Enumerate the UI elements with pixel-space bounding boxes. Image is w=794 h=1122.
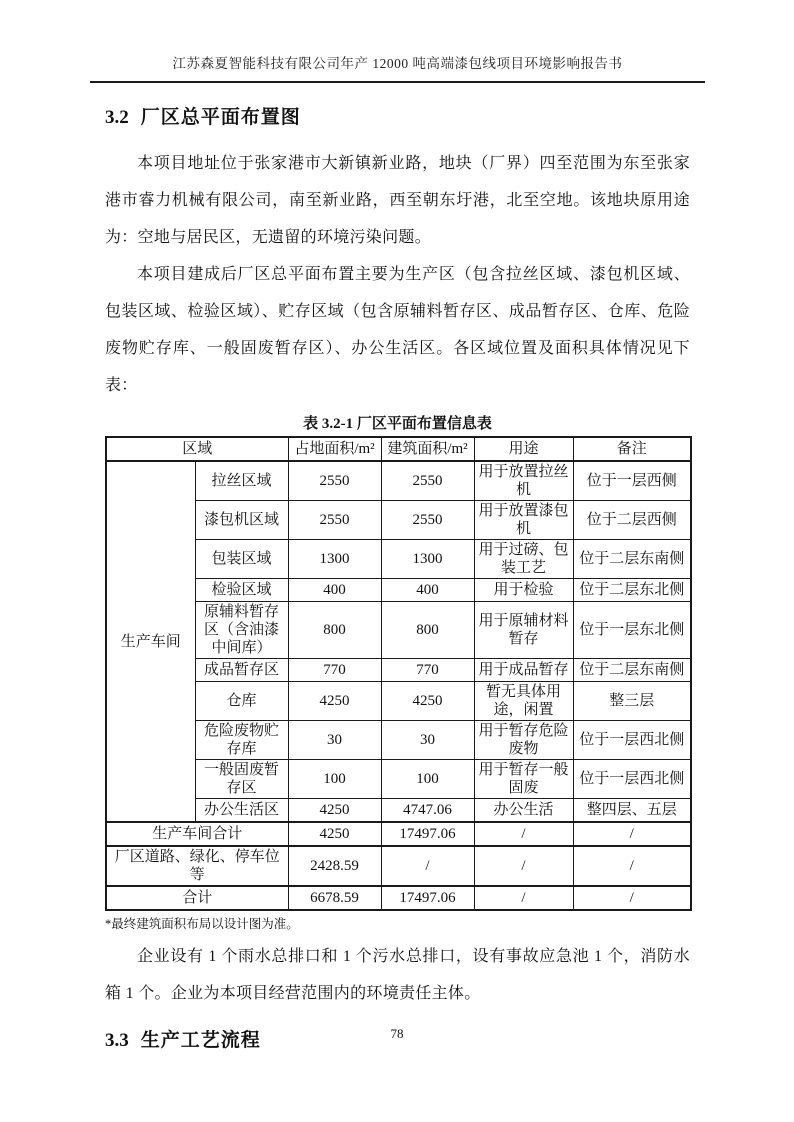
cell-note: 整三层 <box>573 682 691 721</box>
cell-building-area: 4250 <box>381 682 474 721</box>
cell-summary-label: 厂区道路、绿化、停车位等 <box>106 846 288 886</box>
cell-area-name: 原辅料暂存区（含油漆中间库） <box>195 602 288 659</box>
table-summary-row <box>106 822 691 846</box>
cell-building-area: 30 <box>381 721 474 760</box>
page-header-title: 江苏森夏智能科技有限公司年产 12000 吨高端漆包线项目环境影响报告书 <box>172 56 623 71</box>
section-3-2-number: 3.2 <box>105 107 129 128</box>
cell-summary-label: 生产车间合计 <box>106 822 288 846</box>
cell-land-area: 4250 <box>288 822 381 846</box>
cell-usage: 用于放置漆包机 <box>474 501 573 540</box>
cell-note: / <box>573 822 691 846</box>
cell-land-area: 4250 <box>288 682 381 721</box>
cell-building-area: 1300 <box>381 540 474 579</box>
cell-note: 位于一层西北侧 <box>573 760 691 799</box>
cell-land-area: 1300 <box>288 540 381 579</box>
cell-building-area: 4747.06 <box>381 799 474 823</box>
cell-note: 位于二层东南侧 <box>573 540 691 579</box>
cell-area-name: 一般固废暂存区 <box>195 760 288 799</box>
cell-area-name: 漆包机区域 <box>195 501 288 540</box>
table-summary-row <box>106 886 691 910</box>
cell-building-area: 800 <box>381 602 474 659</box>
cell-usage: / <box>474 846 573 886</box>
cell-land-area: 2550 <box>288 461 381 501</box>
cell-land-area: 2428.59 <box>288 846 381 886</box>
cell-area-name: 检验区域 <box>195 579 288 602</box>
col-header-note: 备注 <box>573 437 691 461</box>
cell-usage: 用于检验 <box>474 579 573 602</box>
cell-land-area: 100 <box>288 760 381 799</box>
cell-usage: 用于暂存危险废物 <box>474 721 573 760</box>
cell-usage: / <box>474 822 573 846</box>
section-3-2-title: 厂区总平面布置图 <box>140 107 301 128</box>
cell-building-area: 17497.06 <box>381 822 474 846</box>
cell-usage: 用于暂存一般固废 <box>474 760 573 799</box>
cell-summary-label: 合计 <box>106 886 288 910</box>
cell-area-name: 成品暂存区 <box>195 659 288 682</box>
section-3-2-heading <box>105 105 690 131</box>
paragraph-discharge-outlets: 企业设有 1 个雨水总排口和 1 个污水总排口，设有事故应急池 1 个，消防水箱 1 个。企业为本项目经营范围内的环境责任主体。 <box>105 948 690 1002</box>
cell-land-area: 400 <box>288 579 381 602</box>
table-row <box>106 461 691 501</box>
cell-note: 位于一层西侧 <box>573 461 691 501</box>
cell-note: / <box>573 846 691 886</box>
production-workshop-group-cell: 生产车间 <box>106 461 195 822</box>
col-header-building-area: 建筑面积/m² <box>381 437 474 461</box>
table-footnote: *最终建筑面积布局以设计图为准。 <box>105 917 299 931</box>
col-header-area: 区域 <box>106 437 288 461</box>
cell-building-area: 2550 <box>381 501 474 540</box>
page-header <box>90 52 705 83</box>
cell-note: 位于一层西北侧 <box>573 721 691 760</box>
cell-note: 位于一层东北侧 <box>573 602 691 659</box>
cell-area-name: 仓库 <box>195 682 288 721</box>
paragraph-layout-description: 本项目建成后厂区总平面布置主要为生产区（包含拉丝区域、漆包机区域、包装区域、检验区域）、贮存区域（包含原辅料暂存区、成品暂存区、仓库、危险废物贮存库、一般固废暂存区）、办公生活区。各区域位置及面积具体情况见下表： <box>105 266 690 394</box>
table-header-row <box>106 437 691 461</box>
table-title: 表 3.2-1 厂区平面布置信息表 <box>303 416 492 432</box>
cell-note: 位于二层西侧 <box>573 501 691 540</box>
section-3-3-number: 3.3 <box>105 1030 129 1051</box>
cell-note: 位于二层东南侧 <box>573 659 691 682</box>
cell-land-area: 4250 <box>288 799 381 823</box>
col-header-land-area: 占地面积/m² <box>288 437 381 461</box>
cell-area-name: 办公生活区 <box>195 799 288 823</box>
cell-usage: 用于放置拉丝机 <box>474 461 573 501</box>
plant-layout-table <box>105 436 692 911</box>
cell-note: / <box>573 886 691 910</box>
cell-usage: 用于过磅、包装工艺 <box>474 540 573 579</box>
page-number: 78 <box>390 1026 404 1041</box>
cell-area-name: 包装区域 <box>195 540 288 579</box>
cell-note: 整四层、五层 <box>573 799 691 823</box>
col-header-usage: 用途 <box>474 437 573 461</box>
cell-building-area: 100 <box>381 760 474 799</box>
cell-land-area: 800 <box>288 602 381 659</box>
cell-building-area: 400 <box>381 579 474 602</box>
section-3-3-title: 生产工艺流程 <box>140 1030 261 1051</box>
cell-usage: 暂无具体用途，闲置 <box>474 682 573 721</box>
cell-land-area: 6678.59 <box>288 886 381 910</box>
cell-area-name: 拉丝区域 <box>195 461 288 501</box>
table-summary-row <box>106 846 691 886</box>
paragraph-site-location: 本项目地址位于张家港市大新镇新业路，地块（厂界）四至范围为东至张家港市睿力机械有限公司，南至新业路，西至朝东圩港，北至空地。该地块原用途为：空地与居民区，无遗留的环境污染问题。 <box>105 155 690 246</box>
cell-usage: 用于成品暂存 <box>474 659 573 682</box>
cell-land-area: 30 <box>288 721 381 760</box>
cell-land-area: 2550 <box>288 501 381 540</box>
cell-area-name: 危险废物贮存库 <box>195 721 288 760</box>
cell-usage: 办公生活 <box>474 799 573 823</box>
cell-usage: 用于原辅材料暂存 <box>474 602 573 659</box>
cell-building-area: / <box>381 846 474 886</box>
cell-note: 位于二层东北侧 <box>573 579 691 602</box>
cell-land-area: 770 <box>288 659 381 682</box>
cell-building-area: 2550 <box>381 461 474 501</box>
cell-building-area: 17497.06 <box>381 886 474 910</box>
cell-building-area: 770 <box>381 659 474 682</box>
cell-usage: / <box>474 886 573 910</box>
